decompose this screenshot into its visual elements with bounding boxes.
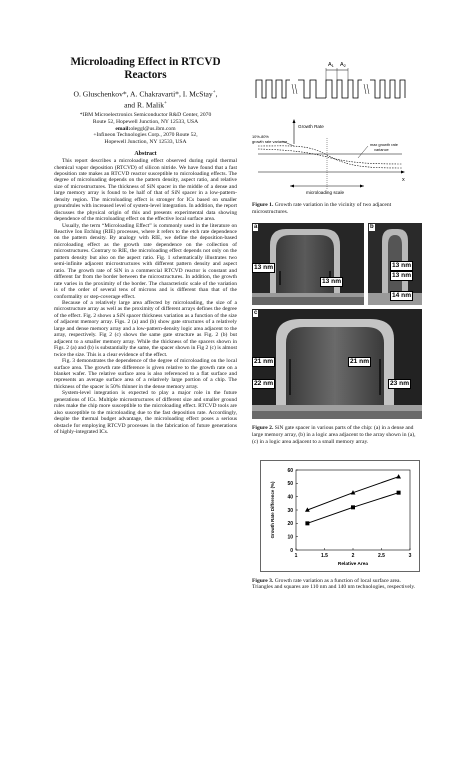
- y-tick-label: 50: [287, 480, 293, 487]
- authors-sup-2: +: [164, 100, 167, 106]
- right-column: [252, 58, 422, 591]
- fig1-x-label: x: [402, 177, 405, 183]
- fig1-label-a1: A1: [328, 62, 334, 68]
- panel-a-label-right: 13 nm: [322, 278, 342, 286]
- fig1-growth-rate-label: Growth Rate: [298, 124, 324, 129]
- growth-rate-chart: [260, 460, 420, 572]
- panel-c-label-right-top: 21 nm: [350, 358, 370, 366]
- y-tick-label: 60: [287, 467, 293, 474]
- paragraph: System-level integration is expected to play a major role in the future generations of ICs. Multiple microstructures of different size and smaller ground rules make the chip more susceptible to the microloading effect. RTCVD tools are also susceptible to the microloading due to the fast deposition rate. Accordingly, despite the thermal budget advantage, the microloading effect poses a serious obstacle for employing RTCVD processes in the fabrication of future generations of highly-integrated ICs.: [54, 390, 237, 436]
- figure-2: [252, 223, 422, 423]
- authors-line-2: and R. Malik: [124, 100, 165, 110]
- affiliation-line: *IBM Microelectronics Semiconductor R&D Center, 2070: [79, 112, 212, 119]
- affiliation-line: Route 52, Hopewell Junction, NY 12533, USA: [92, 118, 199, 125]
- panel-c-tag: c: [254, 310, 258, 317]
- affiliations: [54, 112, 237, 146]
- x-axis-label: Relative Area: [337, 561, 369, 567]
- paragraph: Because of a relatively large area affected by microloading, the size of a microstructure array as well as the proximity of different arrays defines the degree of the effect. Fig. 2 shows a SiN spacer thickness variation as a function of the size of adjacent memory array. Figs. 2 (a) and (b) show gate structures of a relatively large and dense memory array and a low-pattern-density logic area adjacent to the array, respectively. Fig 2 (c) shows the same gate structure as Fig. 2 (b) but adjacent to a smaller memory array. While the thickness of the spacers shown in Figs. 2 (a) and (b) is substantially the same, the spacer shown in Fig 2 (c) is almost twice the size. This is a clear evidence of the effect.: [54, 300, 237, 358]
- panel-b-label-top: 13 nm: [392, 262, 412, 270]
- panel-b-tag: b: [370, 224, 374, 231]
- fig1-scale-label: microloading scale: [306, 190, 345, 195]
- affiliation-email: email:oleggl@us.ibm.com: [115, 125, 176, 132]
- left-column: [54, 56, 237, 436]
- panel-a-label-left: 13 nm: [254, 264, 274, 272]
- paragraph: Usually, the term “Microloading Effect” is commonly used in the literature on Reactive Ion Etching (RIE) processes, where it refers to the etch rate dependence on the pattern density. By analogy with RIE, we define the deposition-based microloading effect as the growth rate dependence on the collection of microstructures. Contrary to RIE, the microloading effect depends not only on the pattern density but also on the aspect ratio. Fig. 1 schematically illustrates two semi-infinite adjacent microstructures with different pattern density and aspect ratio. The growth rate of SiN in a commercial RTCVD reactor is constant and different far from the border between the microstructures. In addition, the growth rate varies in the proximity of the border. The characteristic scale of the variation is of the order of several tens of microns and is different than that of the conformality or step-coverage effect.: [54, 222, 237, 300]
- y-tick-label: 40: [287, 493, 293, 500]
- fig1-right-label: max growth rate variance: [370, 142, 398, 152]
- y-tick-label: 0: [290, 547, 293, 554]
- square-point: [351, 505, 355, 509]
- panel-a-tag: a: [254, 224, 258, 231]
- sem-panel-a: [252, 223, 364, 305]
- authors-line-1: O. Gluschenkov*, A. Chakravarti*, I. McStay: [73, 89, 213, 99]
- x-tick-label: 3: [408, 552, 412, 559]
- affiliation-line: +Infineon Technologies Corp., 2070 Route 52,: [93, 132, 198, 139]
- x-tick-label: 2.5: [378, 552, 385, 559]
- figure-3: [260, 460, 420, 572]
- square-point: [305, 521, 309, 525]
- y-axis-label: Growth Rate Difference (%): [270, 481, 275, 538]
- author-list: O. Gluschenkov*, A. Chakravarti*, I. McStay+, and R. Malik+: [73, 89, 218, 110]
- panel-c-label-left-top: 21 nm: [254, 358, 274, 366]
- figure-1-diagram: [252, 58, 422, 210]
- figure-3-caption: Figure 3. Growth rate variation as a function of local surface area. Triangles and squares are 110 nm and 140 nm technologies, respectively.: [252, 577, 416, 591]
- sem-panel-b: [368, 223, 422, 305]
- paragraph: This report describes a microloading effect observed during rapid thermal chemical vapor deposition (RTCVD) of silicon nitride. We have found that a fast deposition rate makes an RTCVD reactor susceptible to microloading effects. The degree of microloading depends on the pattern density, aspect ratio, and relative size of microstructures. The thickness of SiN spacer in the middle of a dense and large memory array is found to be half of that of SiN spacer in a low-pattern-density region. The microloading effect is stronger for ICs based on smaller groundrules with increased level of system-level integration. In addition, the report discusses the physical origin of this and presents experimental data showing dependence of the microloading effect on the effective local surface area.: [54, 158, 237, 223]
- sem-panel-c: [252, 309, 422, 419]
- paragraph: Fig. 3 demonstrates the dependence of the degree of microloading on the local surface area. The growth rate difference is given relative to the growth rate on a blanket wafer. The relative surface area is also referenced to a flat surface and represents an average surface area of a relatively large portion of a chip. The thickness of the spacer is 50% thinner in the dense memory array.: [54, 358, 237, 390]
- panel-b-label-bot: 14 nm: [392, 292, 412, 300]
- fig1-label-a2: A2: [340, 62, 346, 68]
- figure-2-caption: Figure 2. SiN gate spacer in various parts of the chip: (a) in a dense and large memory array, (b) in a logic area adjacent to the array shown in (a), (c) in a logic area adjacent to a small memory array.: [252, 425, 416, 445]
- figure-1: [252, 58, 422, 210]
- y-tick-label: 10: [287, 533, 293, 540]
- y-tick-label: 20: [287, 520, 293, 527]
- body-text: [54, 158, 237, 435]
- paper-title: Microloading Effect in RTCVD Reactors: [70, 56, 221, 81]
- figure-1-caption: Figure 1. Growth rate variation in the vicinity of two adjacent microstructures.: [252, 202, 392, 215]
- panel-c-label-left-bot: 22 nm: [254, 380, 274, 388]
- y-tick-label: 30: [287, 507, 293, 514]
- x-tick-label: 2: [351, 552, 355, 559]
- affiliation-line: Hopewell Junction, NY 12533, USA: [104, 139, 187, 146]
- abstract-heading: Abstract: [134, 151, 157, 158]
- square-point: [397, 490, 401, 494]
- x-tick-label: 1: [294, 552, 298, 559]
- x-tick-label: 1.5: [321, 552, 328, 559]
- panel-c-label-right-bot: 23 nm: [390, 380, 410, 388]
- authors-sup-1: +: [212, 90, 216, 95]
- panel-b-label-mid: 13 nm: [392, 272, 412, 280]
- fig1-left-label: 10%-80% growth rate variance: [252, 134, 288, 144]
- fig1-microstructure-left: [256, 80, 290, 98]
- fig1-microstructure-right: [326, 80, 362, 98]
